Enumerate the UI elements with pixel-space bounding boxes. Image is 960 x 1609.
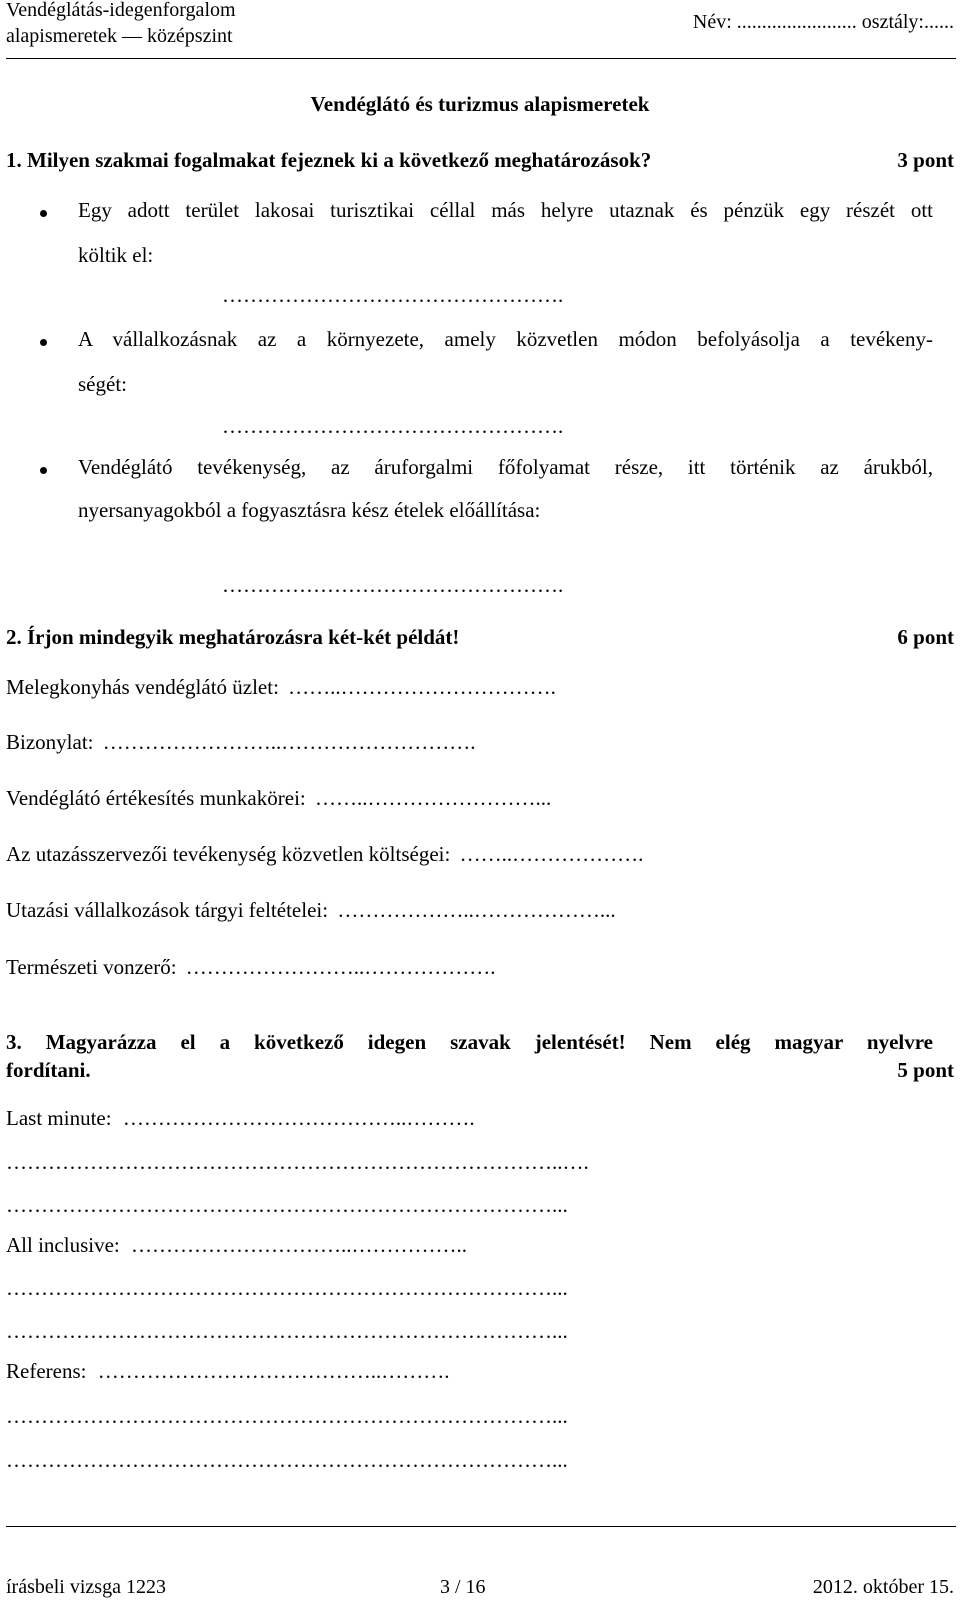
q1-item2-line1: A vállalkozásnak az a környezete, amely közvetlen módon befolyásolja a tevékeny- bbox=[78, 327, 933, 351]
q2-row-label bbox=[6, 786, 551, 811]
footer-exam-code: írásbeli vizsga 1223 bbox=[6, 1576, 166, 1598]
q3-term-row bbox=[6, 1359, 449, 1384]
q3-term3-answer-line[interactable]: …………………………………..………. bbox=[97, 1359, 450, 1383]
q2-row3-label: Vendéglátó értékesítés munkakörei: bbox=[6, 786, 306, 810]
q2-row-label bbox=[6, 955, 496, 980]
q1-item3-answer-line[interactable]: …………………………………………. bbox=[222, 573, 564, 597]
section-title: Vendéglátó és turizmus alapismeretek bbox=[310, 92, 650, 116]
q1-question: 1. Milyen szakmai fogalmakat fejeznek ki a következő meghatározások? bbox=[6, 148, 652, 172]
q2-question: 2. Írjon mindegyik meghatározásra két-két példát! bbox=[6, 625, 460, 649]
q2-row-label bbox=[6, 730, 476, 755]
footer-rule bbox=[6, 1526, 956, 1527]
q3-term3-answer-line[interactable]: ……………………………………………………………………... bbox=[6, 1404, 568, 1428]
q1-item1-answer-line[interactable]: …………………………………………. bbox=[222, 283, 564, 307]
q3-question-line1: 3. Magyarázza el a következő idegen szavak jelentését! Nem elég magyar nyelvre bbox=[6, 1030, 933, 1054]
q2-row1-label: Melegkonyhás vendéglátó üzlet: bbox=[6, 675, 279, 699]
q2-row5-label: Utazási vállalkozások tárgyi feltételei: bbox=[6, 898, 329, 922]
q2-row3-answer-line[interactable]: ……..……………………... bbox=[314, 786, 552, 810]
q1-item1-line2: költik el: bbox=[78, 243, 154, 267]
q2-row1-answer-line[interactable]: ……..…………………………. bbox=[288, 675, 556, 699]
q2-row5-answer-line[interactable]: ………………..………………... bbox=[337, 898, 616, 922]
q3-term-row bbox=[6, 1233, 467, 1258]
header-name-field: Név: ........................ osztály:...... bbox=[692, 11, 954, 33]
bullet-icon bbox=[40, 339, 47, 346]
q2-row4-label: Az utazásszervezői tevékenység közvetlen költségei: bbox=[6, 842, 451, 866]
bullet-icon bbox=[40, 467, 47, 474]
q3-term2-label: All inclusive: bbox=[6, 1233, 120, 1257]
q3-term2-answer-line[interactable]: ……………………………………………………………………... bbox=[6, 1319, 568, 1343]
q2-row6-answer-line[interactable]: ……………………..………………. bbox=[185, 955, 496, 979]
q1-item2-line2: ségét: bbox=[78, 372, 127, 396]
bullet-icon bbox=[40, 210, 47, 217]
q3-term2-answer-line[interactable]: ……………………………………………………………………... bbox=[6, 1276, 568, 1300]
q3-term1-answer-line[interactable]: ……………………………………………………………………..…. bbox=[6, 1150, 589, 1174]
q3-term1-label: Last minute: bbox=[6, 1106, 112, 1130]
q3-term-row bbox=[6, 1106, 475, 1131]
q2-row-label bbox=[6, 842, 643, 867]
header-subject-line1: Vendéglátás-idegenforgalom bbox=[6, 0, 236, 21]
q1-item3-line2: nyersanyagokból a fogyasztásra kész ételek előállítása: bbox=[78, 498, 541, 522]
q3-term3-label: Referens: bbox=[6, 1359, 87, 1383]
q2-row4-answer-line[interactable]: ……..………………. bbox=[459, 842, 644, 866]
q2-row2-answer-line[interactable]: ……………………..………………………. bbox=[102, 730, 476, 754]
header-rule bbox=[6, 58, 956, 59]
q3-term1-answer-line[interactable]: ……………………………………………………………………... bbox=[6, 1193, 568, 1217]
footer-date: 2012. október 15. bbox=[812, 1576, 954, 1598]
q3-term2-answer-line[interactable]: …………………………..…………….. bbox=[131, 1233, 467, 1257]
footer-page-number: 3 / 16 bbox=[440, 1576, 486, 1598]
q1-item1-line1: Egy adott terület lakosai turisztikai céllal más helyre utaznak és pénzük egy részét ott bbox=[78, 198, 933, 222]
q2-row6-label: Természeti vonzerő: bbox=[6, 955, 177, 979]
q3-term1-answer-line[interactable]: …………………………………..………. bbox=[122, 1106, 475, 1130]
q2-row2-label: Bizonylat: bbox=[6, 730, 94, 754]
q2-row-label bbox=[6, 898, 616, 923]
q2-row-label bbox=[6, 675, 556, 700]
q1-points: 3 pont bbox=[897, 148, 954, 172]
q3-question-line2: fordítani. bbox=[6, 1058, 91, 1082]
q2-points: 6 pont bbox=[897, 625, 954, 649]
q3-points: 5 pont bbox=[897, 1058, 954, 1082]
header-subject-line2: alapismeretek — középszint bbox=[6, 25, 233, 47]
q3-term3-answer-line[interactable]: ……………………………………………………………………... bbox=[6, 1448, 568, 1472]
q1-item3-line1: Vendéglátó tevékenység, az áruforgalmi főfolyamat része, itt történik az árukból, bbox=[78, 455, 933, 479]
q1-item2-answer-line[interactable]: …………………………………………. bbox=[222, 414, 564, 438]
